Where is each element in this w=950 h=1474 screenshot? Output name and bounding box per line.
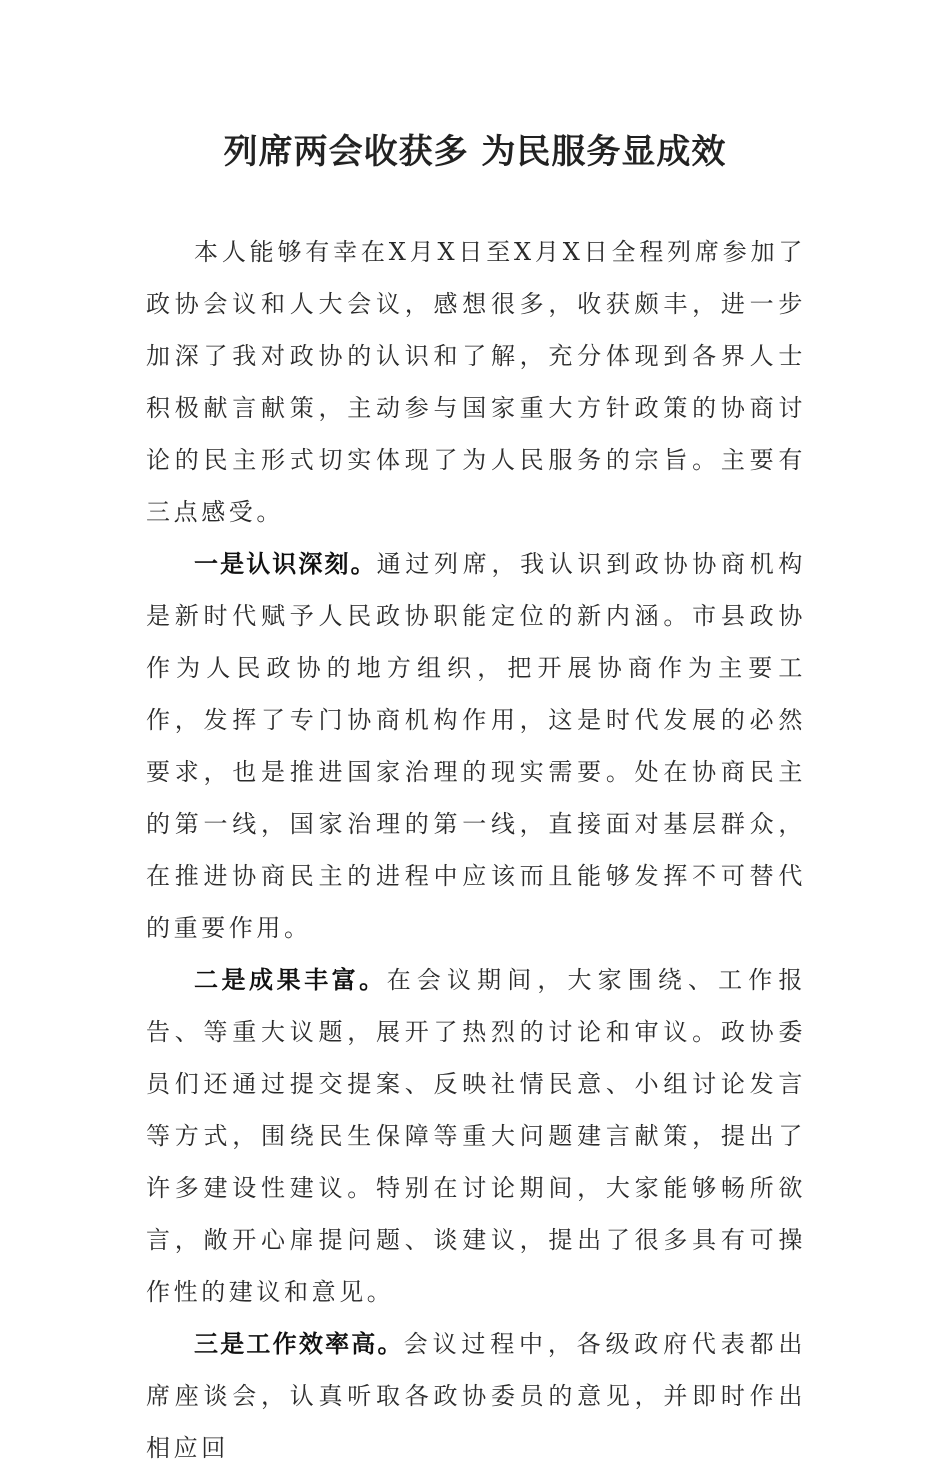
paragraph-point-1 [146,538,806,954]
paragraph-point-1-lead: 一是认识深刻。 [194,550,377,578]
paragraph-point-3-lead: 三是工作效率高。 [194,1330,404,1358]
paragraph-intro [146,226,806,538]
paragraph-point-2-text: 在会议期间，大家围绕、工作报告、等重大议题，展开了热烈的讨论和审议。政协委员们还通过提交提案、反映社情民意、小组讨论发言等方式，围绕民生保障等重大问题建言献策，提出了许多建设性建议。特别在讨论期间，大家能够畅所欲言，敞开心扉提问题、谈建议，提出了很多具有可操作性的建议和意见。 [146,966,807,1306]
paragraph-point-2-lead: 二是成果丰富。 [194,966,387,994]
paragraph-point-2 [146,954,806,1318]
paragraph-point-3-text: 会议过程中，各级政府代表都出席座谈会，认真听取各政协委员的意见，并即时作出相应回 [146,1330,806,1462]
paragraph-intro-text: 本人能够有幸在X月X日至X月X日全程列席参加了政协会议和人大会议，感想很多，收获颇丰，进一步加深了我对政协的认识和了解，充分体现到各界人士积极献言献策，主动参与国家重大方针政策的协商讨论的民主形式切实体现了为人民服务的宗旨。主要有三点感受。 [146,238,806,526]
document-title: 列席两会收获多 为民服务显成效 [223,132,727,172]
paragraph-point-1-text: 通过列席，我认识到政协协商机构是新时代赋予人民政协职能定位的新内涵。市县政协作为人民政协的地方组织，把开展协商作为主要工作，发挥了专门协商机构作用，这是时代发展的必然要求，也是推进国家治理的现实需要。处在协商民主的第一线，国家治理的第一线，直接面对基层群众，在推进协商民主的进程中应该而且能够发挥不可替代的重要作用。 [146,550,807,942]
paragraph-point-3 [146,1318,806,1474]
document-body [146,226,806,1474]
